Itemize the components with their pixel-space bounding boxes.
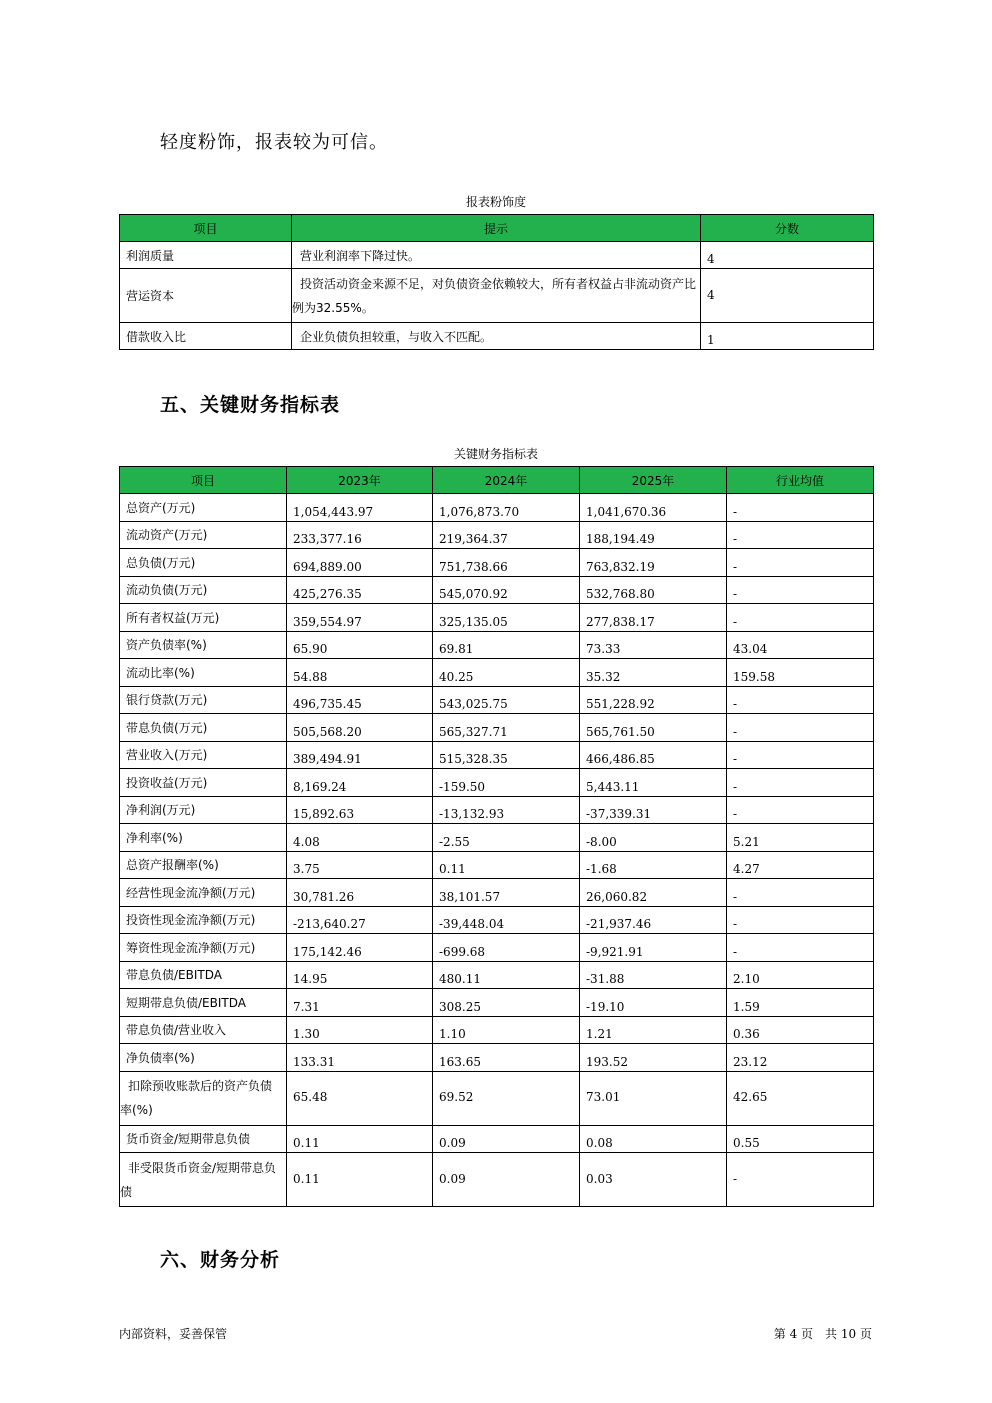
section-title-6: 六、财务分析 — [160, 1249, 281, 1271]
footer-page-number — [774, 1325, 872, 1342]
table-cell: 0.09 — [433, 1125, 580, 1153]
table-cell: 扣除预收账款后的资产负债率(%) — [120, 1071, 287, 1125]
table-cell: 0.11 — [287, 1153, 433, 1207]
table-cell: 带息负债(万元) — [120, 714, 287, 742]
table-row — [120, 494, 874, 522]
table-row — [120, 1125, 874, 1153]
table-cell: 4 — [701, 269, 874, 323]
column-header: 分数 — [701, 215, 874, 242]
table-row — [120, 631, 874, 659]
table-cell: 38,101.57 — [433, 879, 580, 907]
column-header: 2025年 — [580, 467, 727, 494]
table-cell: 496,735.45 — [287, 686, 433, 714]
page-prefix: 第 — [773, 1327, 786, 1341]
table-cell: 1.10 — [433, 1016, 580, 1044]
table-cell: 净利润(万元) — [120, 796, 287, 824]
table-cell: 流动资产(万元) — [120, 521, 287, 549]
table-cell: 694,889.00 — [287, 549, 433, 577]
table-cell: - — [727, 686, 874, 714]
column-header: 提示 — [292, 215, 701, 242]
table-row — [120, 989, 874, 1017]
table-cell: - — [727, 714, 874, 742]
table-cell: 营运资本 — [120, 269, 292, 323]
table-cell: 带息负债/EBITDA — [120, 961, 287, 989]
table-cell: -2.55 — [433, 824, 580, 852]
table-row — [120, 686, 874, 714]
table-cell: 565,327.71 — [433, 714, 580, 742]
table-row — [120, 824, 874, 852]
table-cell: 0.08 — [580, 1125, 727, 1153]
column-header: 行业均值 — [727, 467, 874, 494]
table-cell: 73.33 — [580, 631, 727, 659]
table-row — [120, 879, 874, 907]
table-cell: 5,443.11 — [580, 769, 727, 797]
table-cell: 总资产报酬率(%) — [120, 851, 287, 879]
column-header: 2024年 — [433, 467, 580, 494]
table-cell: 0.55 — [727, 1125, 874, 1153]
table-cell: 466,486.85 — [580, 741, 727, 769]
table-cell: 425,276.35 — [287, 576, 433, 604]
table-cell: 1.21 — [580, 1016, 727, 1044]
page-total: 10 — [840, 1327, 857, 1341]
table-cell: 325,135.05 — [433, 604, 580, 632]
table-cell: 非受限货币资金/短期带息负债 — [120, 1153, 287, 1207]
table-cell: 1 — [701, 323, 874, 350]
table-cell: 14.95 — [287, 961, 433, 989]
table-cell: 159.58 — [727, 659, 874, 687]
table-cell: 0.03 — [580, 1153, 727, 1207]
table-row — [120, 906, 874, 934]
table-row — [120, 1016, 874, 1044]
table-row — [120, 769, 874, 797]
table-cell: 4 — [701, 242, 874, 269]
column-header: 2023年 — [287, 467, 433, 494]
table-cell: 投资收益(万元) — [120, 769, 287, 797]
table-cell: 505,568.20 — [287, 714, 433, 742]
table-cell: 480.11 — [433, 961, 580, 989]
table-cell: 133.31 — [287, 1044, 433, 1072]
table-cell: -19.10 — [580, 989, 727, 1017]
footer-confidential-note: 内部资料，妥善保管 — [119, 1327, 228, 1341]
table-cell: 营业收入(万元) — [120, 741, 287, 769]
table-cell: 545,070.92 — [433, 576, 580, 604]
table-cell: 银行贷款(万元) — [120, 686, 287, 714]
table-cell: 43.04 — [727, 631, 874, 659]
table-cell: 流动负债(万元) — [120, 576, 287, 604]
table-row — [120, 521, 874, 549]
table-cell: 经营性现金流净额(万元) — [120, 879, 287, 907]
table-cell: 净利率(%) — [120, 824, 287, 852]
table-cell: 23.12 — [727, 1044, 874, 1072]
table-cell: 营业利润率下降过快。 — [292, 242, 701, 269]
table-cell: 2.10 — [727, 961, 874, 989]
table-cell: 3.75 — [287, 851, 433, 879]
table-cell: 货币资金/短期带息负债 — [120, 1125, 287, 1153]
table-cell: 7.31 — [287, 989, 433, 1017]
table-cell: - — [727, 934, 874, 962]
column-header: 项目 — [120, 215, 292, 242]
table-row — [120, 269, 874, 323]
table2-caption: 关键财务指标表 — [453, 447, 538, 461]
table-cell: -1.68 — [580, 851, 727, 879]
table-cell: - — [727, 549, 874, 577]
table-cell: -37,339.31 — [580, 796, 727, 824]
table-cell: 投资性现金流净额(万元) — [120, 906, 287, 934]
table-row — [120, 934, 874, 962]
table-cell: 5.21 — [727, 824, 874, 852]
table-cell: -9,921.91 — [580, 934, 727, 962]
table-cell: 15,892.63 — [287, 796, 433, 824]
table-cell: 69.52 — [433, 1071, 580, 1125]
table-cell: -699.68 — [433, 934, 580, 962]
table-cell: 4.08 — [287, 824, 433, 852]
table-cell: 0.09 — [433, 1153, 580, 1207]
table-cell: 30,781.26 — [287, 879, 433, 907]
table-cell: -39,448.04 — [433, 906, 580, 934]
table-cell: 751,738.66 — [433, 549, 580, 577]
table-cell: 73.01 — [580, 1071, 727, 1125]
table-cell: 4.27 — [727, 851, 874, 879]
table-cell: 65.90 — [287, 631, 433, 659]
table-cell: 515,328.35 — [433, 741, 580, 769]
table1-caption: 报表粉饰度 — [465, 195, 526, 209]
table-cell: 筹资性现金流净额(万元) — [120, 934, 287, 962]
table-row — [120, 1153, 874, 1207]
table-cell: 219,364.37 — [433, 521, 580, 549]
page-mid: 页 共 — [801, 1327, 838, 1341]
table-cell: - — [727, 741, 874, 769]
table-cell: 69.81 — [433, 631, 580, 659]
table-cell: - — [727, 769, 874, 797]
table-cell: 利润质量 — [120, 242, 292, 269]
table-cell: 净负债率(%) — [120, 1044, 287, 1072]
intro-text: 轻度粉饰，报表较为可信。 — [160, 132, 388, 153]
table-cell: 短期带息负债/EBITDA — [120, 989, 287, 1017]
table-cell: 551,228.92 — [580, 686, 727, 714]
table-row — [120, 741, 874, 769]
table-cell: 26,060.82 — [580, 879, 727, 907]
report-quality-table — [119, 214, 874, 350]
page-suffix: 页 — [859, 1327, 872, 1341]
table-cell: 流动比率(%) — [120, 659, 287, 687]
table-cell: -213,640.27 — [287, 906, 433, 934]
table-cell: 359,554.97 — [287, 604, 433, 632]
table-cell: 277,838.17 — [580, 604, 727, 632]
table-cell: - — [727, 576, 874, 604]
table-cell: - — [727, 796, 874, 824]
table-row — [120, 961, 874, 989]
table-row — [120, 323, 874, 350]
section-title-5: 五、关键财务指标表 — [160, 394, 341, 416]
key-financial-indicators-table — [119, 466, 874, 1207]
table-cell: - — [727, 494, 874, 522]
table-row — [120, 242, 874, 269]
table-row — [120, 796, 874, 824]
table-row — [120, 659, 874, 687]
table-cell: 565,761.50 — [580, 714, 727, 742]
table-cell: 企业负债负担较重，与收入不匹配。 — [292, 323, 701, 350]
table-cell: 175,142.46 — [287, 934, 433, 962]
table-row — [120, 1071, 874, 1125]
table-cell: 0.11 — [287, 1125, 433, 1153]
table-cell: 42.65 — [727, 1071, 874, 1125]
table-row — [120, 851, 874, 879]
table-cell: 1,076,873.70 — [433, 494, 580, 522]
table-cell: 308.25 — [433, 989, 580, 1017]
table-cell: 总负债(万元) — [120, 549, 287, 577]
table-row — [120, 576, 874, 604]
table-cell: 763,832.19 — [580, 549, 727, 577]
table-cell: 资产负债率(%) — [120, 631, 287, 659]
table-header-row — [120, 215, 874, 242]
table-header-row — [120, 467, 874, 494]
table-cell: - — [727, 604, 874, 632]
table-row — [120, 549, 874, 577]
table-row — [120, 604, 874, 632]
table-cell: 389,494.91 — [287, 741, 433, 769]
table-cell: 1.59 — [727, 989, 874, 1017]
table-cell: 0.36 — [727, 1016, 874, 1044]
table-cell: 233,377.16 — [287, 521, 433, 549]
table-cell: 0.11 — [433, 851, 580, 879]
table-cell: 35.32 — [580, 659, 727, 687]
table-cell: 65.48 — [287, 1071, 433, 1125]
table-cell: 投资活动资金来源不足，对负债资金依赖较大，所有者权益占非流动资产比例为32.55%。 — [292, 269, 701, 323]
table-cell: 1.30 — [287, 1016, 433, 1044]
table-cell: 188,194.49 — [580, 521, 727, 549]
table-row — [120, 714, 874, 742]
page-current: 4 — [789, 1327, 798, 1341]
table-cell: 1,041,670.36 — [580, 494, 727, 522]
table-cell: 40.25 — [433, 659, 580, 687]
table-cell: 所有者权益(万元) — [120, 604, 287, 632]
table-cell: - — [727, 1153, 874, 1207]
column-header: 项目 — [120, 467, 287, 494]
table-cell: - — [727, 906, 874, 934]
table-cell: 543,025.75 — [433, 686, 580, 714]
table-cell: 532,768.80 — [580, 576, 727, 604]
table-cell: 193.52 — [580, 1044, 727, 1072]
table-cell: 8,169.24 — [287, 769, 433, 797]
table-cell: 借款收入比 — [120, 323, 292, 350]
table-cell: -159.50 — [433, 769, 580, 797]
table-cell: 带息负债/营业收入 — [120, 1016, 287, 1044]
table-cell: -21,937.46 — [580, 906, 727, 934]
table-cell: -13,132.93 — [433, 796, 580, 824]
table-cell: - — [727, 879, 874, 907]
table-cell: 总资产(万元) — [120, 494, 287, 522]
table-cell: - — [727, 521, 874, 549]
table-cell: -8.00 — [580, 824, 727, 852]
table-row — [120, 1044, 874, 1072]
table-cell: 1,054,443.97 — [287, 494, 433, 522]
table-cell: -31.88 — [580, 961, 727, 989]
table-cell: 54.88 — [287, 659, 433, 687]
table-cell: 163.65 — [433, 1044, 580, 1072]
